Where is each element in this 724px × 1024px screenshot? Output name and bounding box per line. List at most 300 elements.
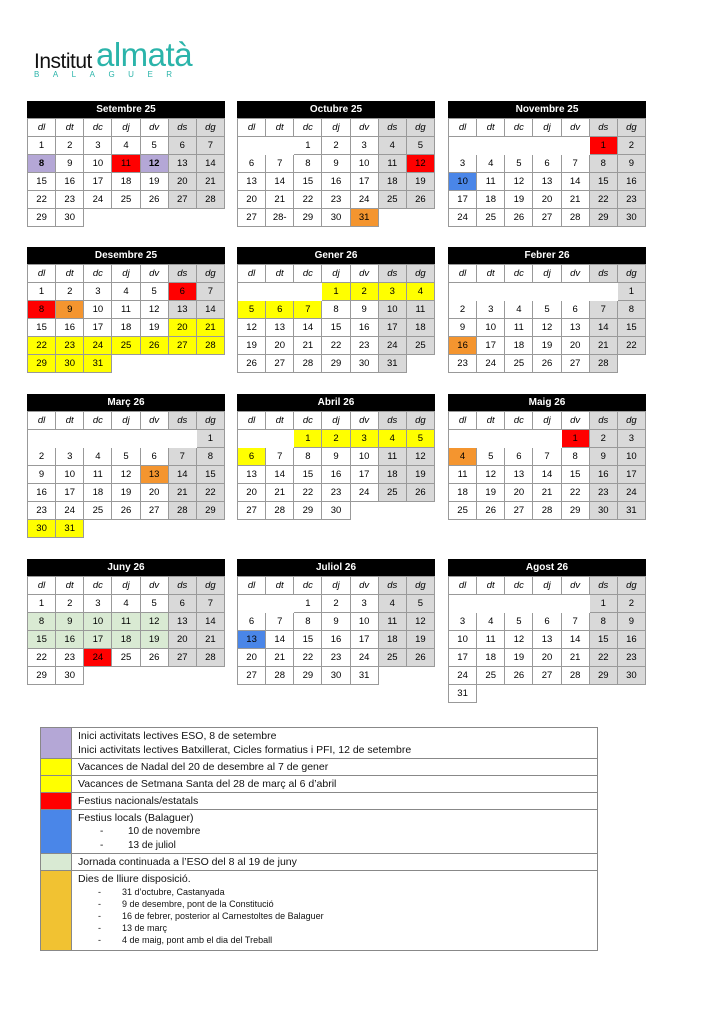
day-cell: 12 — [533, 319, 561, 337]
day-cell: 1 — [28, 283, 56, 301]
day-cell: 24 — [351, 191, 379, 209]
weekday-header: dv — [141, 265, 169, 283]
day-cell: 12 — [238, 319, 266, 337]
legend-nadal: Vacances de Nadal del 20 de desembre al 7 de gener — [78, 761, 329, 773]
day-cell: 8 — [294, 613, 322, 631]
legend-locals-title: Festius locals (Balaguer) — [78, 812, 194, 824]
day-cell: 10 — [84, 155, 112, 173]
day-cell: 19 — [141, 173, 169, 191]
day-cell: 27 — [505, 502, 533, 520]
month-title: Octubre 25 — [237, 101, 435, 118]
day-cell: 31 — [379, 355, 407, 373]
legend-swatch-lliure — [41, 871, 72, 950]
day-cell: 27 — [238, 209, 266, 227]
day-cell: 26 — [505, 209, 533, 227]
empty-cell — [562, 137, 590, 155]
day-cell: 30 — [322, 502, 350, 520]
day-cell: 5 — [505, 155, 533, 173]
day-cell: 1 — [590, 137, 618, 155]
weekday-header: dc — [294, 265, 322, 283]
day-cell: 14 — [562, 173, 590, 191]
day-cell: 31 — [618, 502, 646, 520]
day-cell: 28 — [562, 667, 590, 685]
day-cell: 17 — [618, 466, 646, 484]
legend-setmana-santa: Vacances de Setmana Santa del 28 de març al 6 d’abril — [78, 778, 337, 790]
weekday-header: dt — [477, 119, 505, 137]
day-cell: 21 — [169, 484, 197, 502]
empty-cell — [477, 595, 505, 613]
day-cell: 14 — [197, 155, 225, 173]
day-cell: 11 — [84, 466, 112, 484]
day-cell: 30 — [56, 355, 84, 373]
empty-cell — [28, 430, 56, 448]
day-cell: 3 — [56, 448, 84, 466]
day-cell: 17 — [449, 649, 477, 667]
weekday-header: dc — [294, 577, 322, 595]
day-cell: 1 — [197, 430, 225, 448]
day-cell: 15 — [294, 466, 322, 484]
day-cell: 27 — [266, 355, 294, 373]
day-cell: 28 — [169, 502, 197, 520]
day-cell: 9 — [322, 155, 350, 173]
weekday-header: dc — [84, 119, 112, 137]
day-cell: 10 — [379, 301, 407, 319]
day-cell: 12 — [141, 155, 169, 173]
day-cell: 13 — [141, 466, 169, 484]
day-cell: 10 — [351, 448, 379, 466]
day-cell: 9 — [449, 319, 477, 337]
day-cell: 25 — [112, 649, 140, 667]
day-cell: 24 — [618, 484, 646, 502]
day-cell: 25 — [84, 502, 112, 520]
day-cell: 26 — [477, 502, 505, 520]
day-cell: 29 — [28, 209, 56, 227]
day-cell: 28- — [266, 209, 294, 227]
day-cell: 4 — [379, 430, 407, 448]
day-cell: 23 — [28, 502, 56, 520]
day-cell: 11 — [477, 631, 505, 649]
day-cell: 16 — [322, 631, 350, 649]
day-cell: 5 — [477, 448, 505, 466]
weekday-header: ds — [169, 265, 197, 283]
month-grid — [237, 264, 435, 373]
day-cell: 5 — [141, 137, 169, 155]
day-cell: 11 — [407, 301, 435, 319]
day-cell: 12 — [407, 448, 435, 466]
day-cell: 19 — [407, 173, 435, 191]
day-cell: 22 — [294, 649, 322, 667]
day-cell: 20 — [141, 484, 169, 502]
day-cell: 29 — [590, 667, 618, 685]
day-cell: 28 — [590, 355, 618, 373]
day-cell: 18 — [505, 337, 533, 355]
day-cell: 24 — [84, 649, 112, 667]
day-cell: 22 — [28, 191, 56, 209]
weekday-header: dc — [505, 577, 533, 595]
day-cell: 12 — [141, 301, 169, 319]
weekday-header: dj — [322, 577, 350, 595]
day-cell: 14 — [266, 466, 294, 484]
weekday-header: dv — [351, 119, 379, 137]
month-grid — [237, 411, 435, 520]
day-cell: 22 — [562, 484, 590, 502]
day-cell: 27 — [238, 502, 266, 520]
weekday-header: dv — [351, 577, 379, 595]
day-cell: 13 — [169, 301, 197, 319]
day-cell: 6 — [505, 448, 533, 466]
day-cell: 2 — [56, 137, 84, 155]
day-cell: 14 — [533, 466, 561, 484]
day-cell: 15 — [590, 173, 618, 191]
day-cell: 25 — [407, 337, 435, 355]
day-cell: 2 — [618, 137, 646, 155]
day-cell: 12 — [505, 631, 533, 649]
day-cell: 8 — [590, 613, 618, 631]
day-cell: 18 — [379, 466, 407, 484]
day-cell: 29 — [28, 355, 56, 373]
day-cell: 5 — [238, 301, 266, 319]
day-cell: 18 — [84, 484, 112, 502]
weekday-header: dg — [197, 119, 225, 137]
month-març-26 — [27, 394, 225, 538]
weekday-header: dc — [505, 265, 533, 283]
day-cell: 15 — [294, 173, 322, 191]
day-cell: 21 — [562, 191, 590, 209]
day-cell: 6 — [238, 448, 266, 466]
day-cell: 19 — [477, 484, 505, 502]
empty-cell — [505, 283, 533, 301]
weekday-header: dt — [56, 119, 84, 137]
day-cell: 10 — [84, 613, 112, 631]
day-cell: 28 — [197, 337, 225, 355]
empty-cell — [238, 430, 266, 448]
empty-cell — [477, 283, 505, 301]
weekday-header: dj — [322, 412, 350, 430]
day-cell: 13 — [169, 155, 197, 173]
weekday-header: dt — [266, 119, 294, 137]
weekday-header: dg — [407, 412, 435, 430]
day-cell: 20 — [533, 191, 561, 209]
day-cell: 11 — [379, 448, 407, 466]
day-cell: 6 — [533, 155, 561, 173]
day-cell: 4 — [112, 595, 140, 613]
weekday-header: dg — [407, 577, 435, 595]
day-cell: 8 — [322, 301, 350, 319]
month-grid — [27, 576, 225, 685]
day-cell: 15 — [197, 466, 225, 484]
day-cell: 18 — [112, 173, 140, 191]
day-cell: 31 — [449, 685, 477, 703]
weekday-header: dg — [618, 119, 646, 137]
day-cell: 4 — [407, 283, 435, 301]
day-cell: 30 — [56, 667, 84, 685]
month-abril-26 — [237, 394, 435, 520]
day-cell: 23 — [351, 337, 379, 355]
legend-start-batx: Inici activitats lectives Batxillerat, Cicles formatius i PFI, 12 de setembre — [78, 744, 412, 756]
empty-cell — [84, 430, 112, 448]
day-cell: 26 — [112, 502, 140, 520]
weekday-header: dc — [505, 412, 533, 430]
weekday-header: dv — [562, 577, 590, 595]
legend-start-eso: Inici activitats lectives ESO, 8 de setembre — [78, 730, 277, 742]
month-grid — [448, 411, 646, 520]
day-cell: 22 — [322, 337, 350, 355]
day-cell: 28 — [266, 667, 294, 685]
weekday-header: dt — [266, 577, 294, 595]
month-title: Juny 26 — [27, 559, 225, 576]
day-cell: 27 — [238, 667, 266, 685]
day-cell: 25 — [379, 649, 407, 667]
empty-cell — [266, 137, 294, 155]
empty-cell — [562, 283, 590, 301]
month-grid — [27, 411, 225, 538]
day-cell: 25 — [477, 667, 505, 685]
day-cell: 23 — [618, 191, 646, 209]
day-cell: 30 — [618, 209, 646, 227]
day-cell: 8 — [28, 155, 56, 173]
weekday-header: dl — [449, 119, 477, 137]
day-cell: 12 — [407, 613, 435, 631]
day-cell: 7 — [266, 155, 294, 173]
day-cell: 17 — [84, 319, 112, 337]
day-cell: 3 — [449, 155, 477, 173]
day-cell: 5 — [407, 430, 435, 448]
day-cell: 9 — [56, 301, 84, 319]
weekday-header: dj — [112, 412, 140, 430]
day-cell: 2 — [618, 595, 646, 613]
day-cell: 30 — [351, 355, 379, 373]
day-cell: 16 — [590, 466, 618, 484]
day-cell: 30 — [56, 209, 84, 227]
weekday-header: dl — [449, 412, 477, 430]
day-cell: 20 — [266, 337, 294, 355]
day-cell: 28 — [197, 649, 225, 667]
weekday-header: ds — [590, 119, 618, 137]
day-cell: 27 — [533, 667, 561, 685]
day-cell: 23 — [590, 484, 618, 502]
day-cell: 31 — [351, 209, 379, 227]
day-cell: 7 — [197, 137, 225, 155]
legend-local-item: - 13 de juliol — [100, 839, 176, 851]
weekday-header: dl — [238, 577, 266, 595]
day-cell: 15 — [618, 319, 646, 337]
day-cell: 9 — [618, 613, 646, 631]
day-cell: 25 — [505, 355, 533, 373]
day-cell: 19 — [141, 631, 169, 649]
day-cell: 12 — [407, 155, 435, 173]
day-cell: 29 — [197, 502, 225, 520]
day-cell: 4 — [477, 613, 505, 631]
day-cell: 2 — [56, 283, 84, 301]
empty-cell — [505, 430, 533, 448]
day-cell: 2 — [322, 137, 350, 155]
empty-cell — [533, 137, 561, 155]
day-cell: 18 — [477, 191, 505, 209]
day-cell: 17 — [351, 466, 379, 484]
weekday-header: dl — [238, 412, 266, 430]
empty-cell — [477, 137, 505, 155]
day-cell: 16 — [322, 173, 350, 191]
day-cell: 10 — [84, 301, 112, 319]
empty-cell — [238, 595, 266, 613]
day-cell: 12 — [477, 466, 505, 484]
day-cell: 15 — [28, 173, 56, 191]
day-cell: 30 — [618, 667, 646, 685]
day-cell: 25 — [112, 191, 140, 209]
day-cell: 8 — [562, 448, 590, 466]
day-cell: 21 — [266, 191, 294, 209]
day-cell: 5 — [141, 595, 169, 613]
day-cell: 3 — [449, 613, 477, 631]
day-cell: 26 — [407, 484, 435, 502]
weekday-header: dl — [28, 265, 56, 283]
legend-local-item: - 10 de novembre — [100, 826, 201, 837]
weekday-header: dt — [477, 412, 505, 430]
weekday-header: dv — [351, 265, 379, 283]
day-cell: 13 — [562, 319, 590, 337]
weekday-header: dj — [533, 412, 561, 430]
day-cell: 11 — [112, 155, 140, 173]
day-cell: 9 — [28, 466, 56, 484]
day-cell: 6 — [169, 595, 197, 613]
day-cell: 5 — [533, 301, 561, 319]
day-cell: 22 — [294, 484, 322, 502]
day-cell: 19 — [141, 319, 169, 337]
day-cell: 28 — [294, 355, 322, 373]
day-cell: 23 — [322, 191, 350, 209]
day-cell: 28 — [562, 209, 590, 227]
empty-cell — [266, 595, 294, 613]
day-cell: 6 — [533, 613, 561, 631]
day-cell: 13 — [533, 631, 561, 649]
day-cell: 22 — [590, 191, 618, 209]
day-cell: 5 — [112, 448, 140, 466]
day-cell: 1 — [294, 137, 322, 155]
legend-swatch-festius — [41, 793, 72, 809]
month-title: Març 26 — [27, 394, 225, 411]
empty-cell — [533, 430, 561, 448]
day-cell: 3 — [84, 595, 112, 613]
weekday-header: dv — [562, 412, 590, 430]
day-cell: 24 — [449, 209, 477, 227]
day-cell: 16 — [449, 337, 477, 355]
legend-row-festius — [41, 793, 597, 810]
empty-cell — [533, 283, 561, 301]
legend-swatch-locals — [41, 810, 72, 853]
day-cell: 19 — [238, 337, 266, 355]
legend-swatch-start — [41, 728, 72, 758]
day-cell: 21 — [197, 631, 225, 649]
day-cell: 7 — [533, 448, 561, 466]
month-title: Abril 26 — [237, 394, 435, 411]
day-cell: 10 — [56, 466, 84, 484]
day-cell: 6 — [169, 137, 197, 155]
day-cell: 23 — [322, 484, 350, 502]
day-cell: 15 — [562, 466, 590, 484]
day-cell: 18 — [112, 319, 140, 337]
day-cell: 11 — [505, 319, 533, 337]
day-cell: 30 — [28, 520, 56, 538]
day-cell: 20 — [169, 173, 197, 191]
weekday-header: dc — [84, 412, 112, 430]
weekday-header: ds — [169, 412, 197, 430]
day-cell: 23 — [56, 337, 84, 355]
day-cell: 5 — [505, 613, 533, 631]
day-cell: 4 — [477, 155, 505, 173]
day-cell: 24 — [477, 355, 505, 373]
day-cell: 16 — [56, 631, 84, 649]
day-cell: 1 — [322, 283, 350, 301]
weekday-header: dt — [266, 412, 294, 430]
weekday-header: dt — [56, 412, 84, 430]
day-cell: 1 — [28, 137, 56, 155]
day-cell: 13 — [266, 319, 294, 337]
day-cell: 21 — [533, 484, 561, 502]
day-cell: 18 — [379, 631, 407, 649]
day-cell: 4 — [112, 283, 140, 301]
legend-lliure-item: - 16 de febrer, posterior al Carnestoltes de Balaguer — [98, 911, 324, 921]
day-cell: 21 — [266, 484, 294, 502]
day-cell: 14 — [197, 613, 225, 631]
weekday-header: dg — [197, 412, 225, 430]
day-cell: 11 — [112, 613, 140, 631]
month-juliol-26 — [237, 559, 435, 685]
day-cell: 9 — [56, 613, 84, 631]
day-cell: 4 — [379, 595, 407, 613]
month-title: Maig 26 — [448, 394, 646, 411]
day-cell: 2 — [28, 448, 56, 466]
day-cell: 13 — [238, 466, 266, 484]
month-octubre-25 — [237, 101, 435, 227]
day-cell: 16 — [56, 319, 84, 337]
day-cell: 29 — [562, 502, 590, 520]
weekday-header: dg — [618, 412, 646, 430]
day-cell: 27 — [169, 191, 197, 209]
empty-cell — [238, 137, 266, 155]
day-cell: 27 — [141, 502, 169, 520]
day-cell: 13 — [169, 613, 197, 631]
day-cell: 20 — [169, 319, 197, 337]
day-cell: 3 — [477, 301, 505, 319]
day-cell: 7 — [197, 283, 225, 301]
weekday-header: ds — [590, 412, 618, 430]
day-cell: 3 — [618, 430, 646, 448]
day-cell: 31 — [56, 520, 84, 538]
day-cell: 21 — [590, 337, 618, 355]
month-title: Novembre 25 — [448, 101, 646, 118]
weekday-header: dc — [84, 577, 112, 595]
month-grid — [448, 118, 646, 227]
day-cell: 8 — [294, 155, 322, 173]
day-cell: 17 — [84, 631, 112, 649]
weekday-header: dv — [141, 577, 169, 595]
legend-lliure-item: - 31 d’octubre, Castanyada — [98, 887, 225, 897]
day-cell: 7 — [562, 155, 590, 173]
day-cell: 20 — [533, 649, 561, 667]
weekday-header: dt — [56, 577, 84, 595]
empty-cell — [533, 595, 561, 613]
day-cell: 20 — [238, 649, 266, 667]
month-title: Desembre 25 — [27, 247, 225, 264]
weekday-header: dj — [533, 265, 561, 283]
day-cell: 4 — [505, 301, 533, 319]
day-cell: 6 — [238, 613, 266, 631]
weekday-header: dv — [562, 265, 590, 283]
day-cell: 18 — [449, 484, 477, 502]
day-cell: 31 — [84, 355, 112, 373]
weekday-header: dg — [407, 119, 435, 137]
empty-cell — [141, 430, 169, 448]
